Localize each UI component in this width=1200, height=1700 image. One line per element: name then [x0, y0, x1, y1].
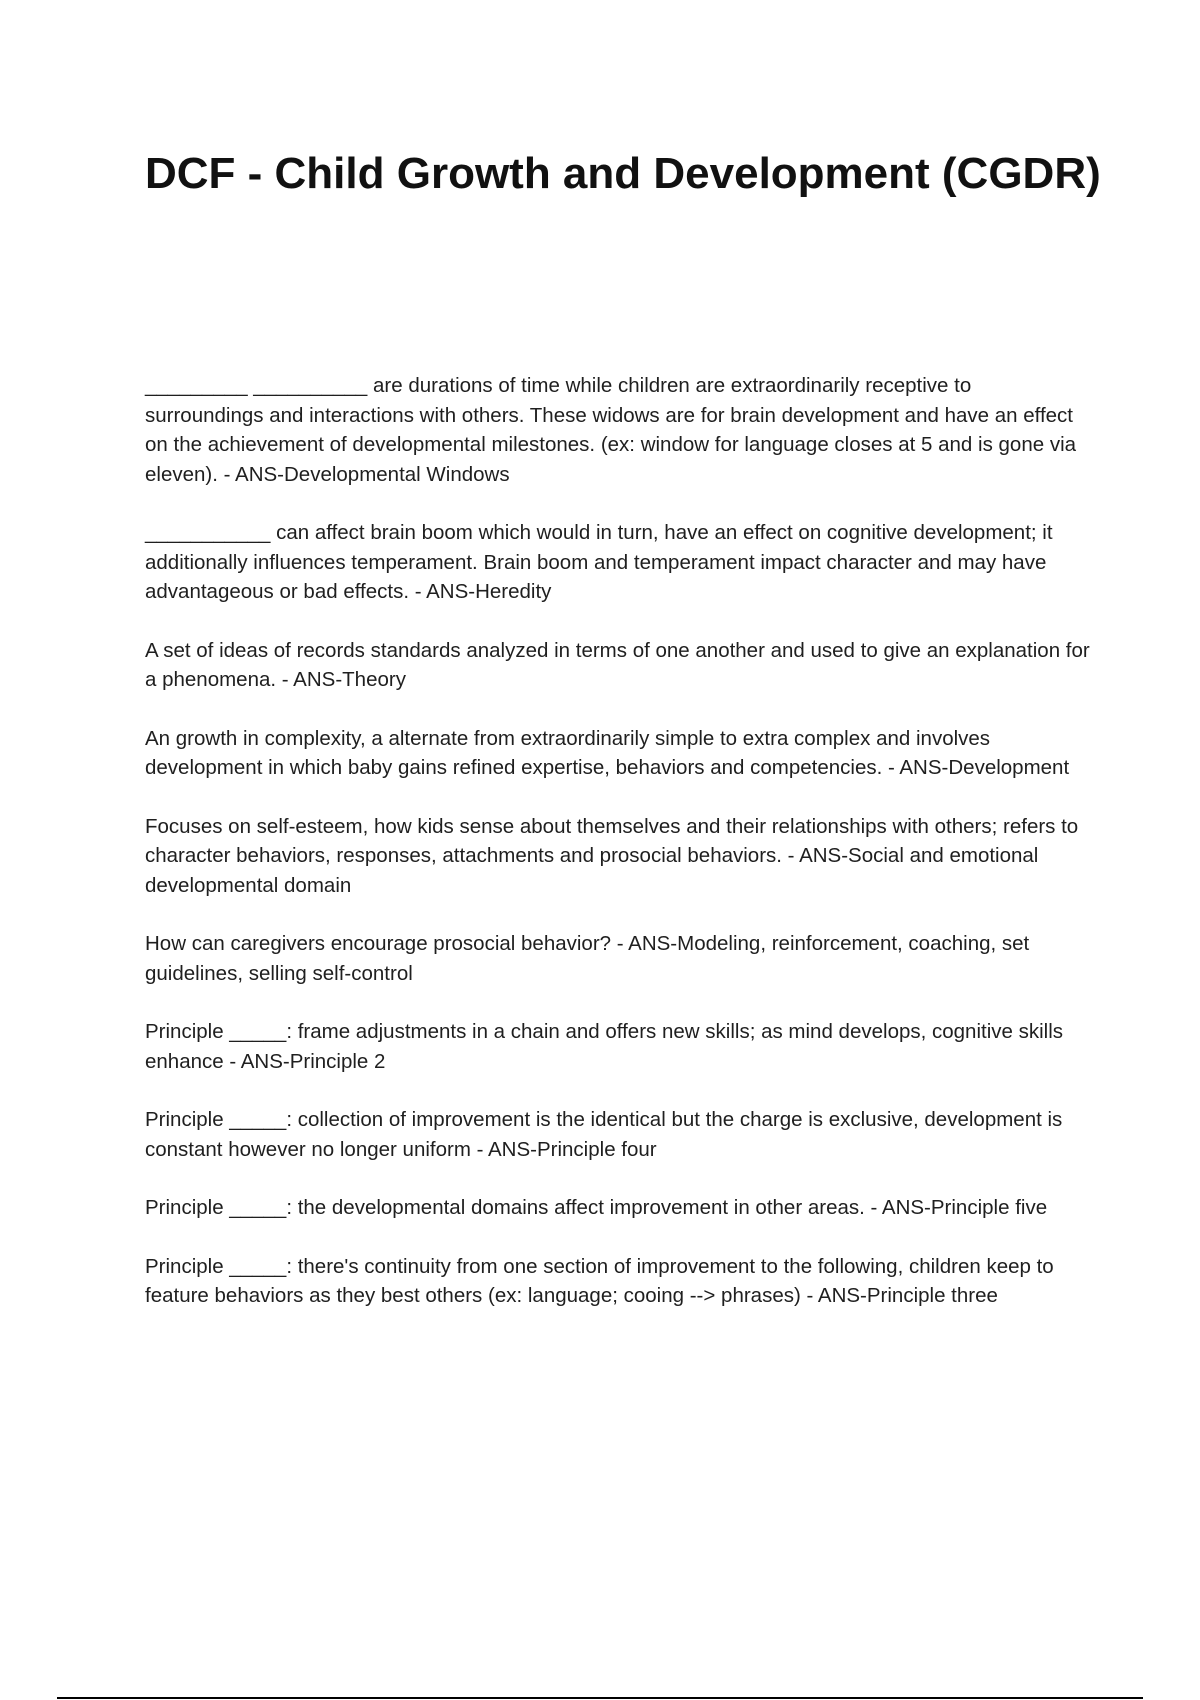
qa-item-1: _________ __________ are durations of time while children are extraordinarily receptive to surroundings and interactions with others. These widows are for brain development and have an effect on the achievement of developmental milestones. (ex: window for language closes at 5 and is gone via eleven). - ANS-Developmental Windows: [145, 374, 1077, 486]
qa-item-8: Principle _____: collection of improvement is the identical but the charge is exclusive, development is constant however no longer uniform - ANS-Principle four: [145, 1108, 1063, 1161]
footer-divider: [57, 1697, 1143, 1699]
qa-item-9: Principle _____: the developmental domains affect improvement in other areas. - ANS-Principle five: [145, 1196, 1048, 1219]
qa-item-7: Principle _____: frame adjustments in a chain and offers new skills; as mind develops, cognitive skills enhance - ANS-Principle 2: [145, 1020, 1064, 1073]
qa-list: [145, 371, 1095, 1340]
qa-item-5: Focuses on self-esteem, how kids sense about themselves and their relationships with others; refers to character behaviors, responses, attachments and prosocial behaviors. - ANS-Social and emotional developmental domain: [145, 814, 1079, 897]
qa-item-3: A set of ideas of records standards analyzed in terms of one another and used to give an explanation for a phenomena. - ANS-Theory: [145, 638, 1090, 691]
qa-item-6: How can caregivers encourage prosocial behavior? - ANS-Modeling, reinforcement, coaching, set guidelines, selling self-control: [145, 932, 1030, 985]
qa-item-4: An growth in complexity, a alternate from extraordinarily simple to extra complex and involves development in which baby gains refined expertise, behaviors and competencies. - ANS-Development: [145, 726, 1070, 779]
qa-item-10: Principle _____: there's continuity from one section of improvement to the following, children keep to feature behaviors as they best others (ex: language; cooing --> phrases) - ANS-Principle three: [145, 1254, 1054, 1307]
document-title: DCF - Child Growth and Development (CGDR): [145, 149, 1101, 198]
qa-item-2: ___________ can affect brain boom which would in turn, have an effect on cognitive development; it additionally influences temperament. Brain boom and temperament impact character and may have advantageous or bad effects. - ANS-Heredity: [145, 521, 1053, 603]
